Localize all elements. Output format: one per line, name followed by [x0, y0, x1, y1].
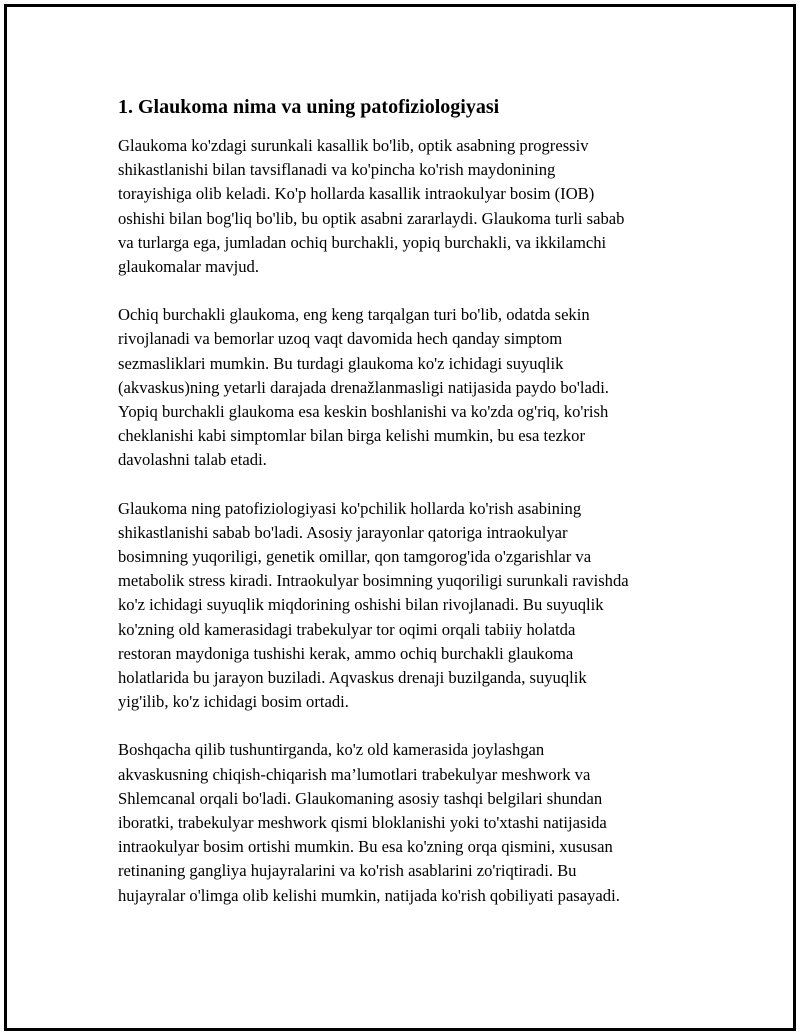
paragraph-line: Glaukoma ning patofiziologiyasi ko'pchilik hollarda ko'rish asabining — [118, 498, 582, 518]
paragraph-line: bosimning yuqoriligi, genetik omillar, qon tamgorog'ida o'zgarishlar va — [118, 547, 592, 567]
paragraph-line: shikastlanishi sabab bo'ladi. Asosiy jarayonlar qatoriga intraokulyar — [118, 522, 568, 542]
paragraph-line: va turlarga ega, jumladan ochiq burchakli, yopiq burchakli, va ikkilamchi — [118, 232, 607, 252]
paragraph-line: davolashni talab etadi. — [118, 450, 267, 470]
paragraph-3 — [118, 497, 698, 715]
paragraph-line: shikastlanishi bilan tavsiflanadi va ko'pincha ko'rish maydonining — [118, 160, 556, 180]
paragraph-line: intraokulyar bosim ortishi mumkin. Bu esa ko'zning orqa qismini, xususan — [118, 837, 613, 857]
paragraph-line: oshishi bilan bog'liq bo'lib, bu optik asabni zararlaydi. Glaukoma turli sabab — [118, 208, 625, 228]
paragraph-line: Shlemcanal orqali bo'ladi. Glaukomaning asosiy tashqi belgilari shundan — [118, 788, 603, 808]
paragraph-line: sezmasliklari mumkin. Bu turdagi glaukoma ko'z ichidagi suyuqlik — [118, 353, 564, 373]
paragraph-line: metabolik stress kiradi. Intraokulyar bosimning yuqoriligi surunkali ravishda — [118, 571, 629, 591]
paragraph-line: hujayralar o'limga olib kelishi mumkin, natijada ko'rish qobiliyati pasayadi. — [118, 885, 620, 905]
paragraph-line: rivojlanadi va bemorlar uzoq vaqt davomida hech qanday simptom — [118, 329, 563, 349]
paragraph-line: Glaukoma ko'zdagi surunkali kasallik bo'lib, optik asabning progressiv — [118, 136, 589, 155]
paragraph-line: akvaskusning chiqish-chiqarish ma’lumotlari trabekulyar meshwork va — [118, 764, 591, 784]
paragraph-line: Ochiq burchakli glaukoma, eng keng tarqalgan turi bo'lib, odatda sekin — [118, 305, 590, 325]
paragraph-line: cheklanishi kabi simptomlar bilan birga kelishi mumkin, bu esa tezkor — [118, 426, 585, 446]
paragraph-line: ko'zning old kamerasidagi trabekulyar tor oqimi orqali tabiiy holatda — [118, 619, 576, 639]
paragraph-line: yig'ilib, ko'z ichidagi bosim ortadi. — [118, 692, 349, 712]
paragraph-line: Boshqacha qilib tushuntirganda, ko'z old kamerasida joylashgan — [118, 740, 545, 760]
paragraph-line: Yopiq burchakli glaukoma esa keskin boshlanishi va ko'zda og'riq, ko'rish — [118, 402, 609, 422]
paragraph-line: restoran maydoniga tushishi kerak, ammo ochiq burchakli glaukoma — [118, 643, 574, 663]
paragraph-line: iboratki, trabekulyar meshwork qismi bloklanishi yoki to'xtashi natijasida — [118, 813, 607, 833]
paragraph-4 — [118, 738, 698, 907]
paragraph-line: retinaning gangliya hujayralarini va ko'rish asablarini zo'riqtiradi. Bu — [118, 861, 577, 881]
document-body — [118, 94, 698, 932]
section-heading: 1. Glaukoma nima va uning patofiziologiyasi — [118, 96, 500, 118]
paragraph-line: torayishiga olib keladi. Ko'p hollarda kasallik intraokulyar bosim (IOB) — [118, 184, 595, 204]
paragraph-line: holatlarida bu jarayon buziladi. Aqvaskus drenaji buzilganda, suyuqlik — [118, 668, 587, 688]
paragraph-line: ko'z ichidagi suyuqlik miqdorining oshishi bilan rivojlanadi. Bu suyuqlik — [118, 595, 604, 615]
paragraph-line: (akvaskus)ning yetarli darajada drenažlanmasligi natijasida paydo bo'ladi. — [118, 377, 609, 397]
paragraph-2 — [118, 303, 698, 472]
paragraph-1 — [118, 134, 698, 279]
paragraph-line: glaukomalar mavjud. — [118, 257, 260, 277]
